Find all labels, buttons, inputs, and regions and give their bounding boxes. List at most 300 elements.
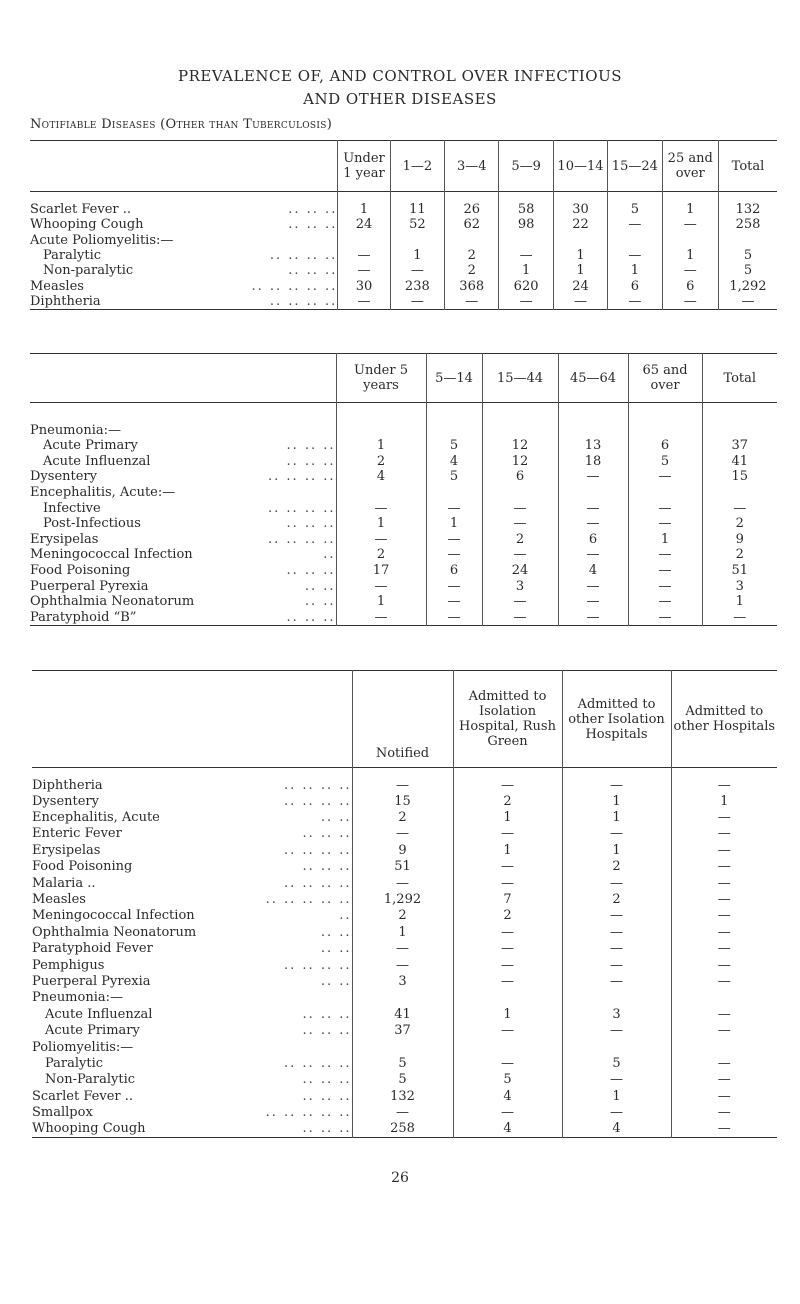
row-label: Diphtheria [32, 778, 103, 793]
value-cell: — [426, 610, 482, 626]
row-label: Food Poisoning [30, 563, 131, 579]
value-cell: — [352, 875, 453, 891]
column-header: Under 1 year [338, 141, 390, 192]
value-cell: — [390, 294, 444, 310]
value-cell: — [336, 532, 426, 548]
value-cell: — [562, 908, 671, 924]
leader-dots [305, 594, 336, 609]
table-row [32, 924, 777, 940]
value-cell: 5 [718, 263, 777, 278]
value-cell: 5 [562, 1055, 671, 1071]
table-row [30, 532, 777, 548]
value-cell: — [562, 941, 671, 957]
table-row [30, 516, 777, 532]
table-row [32, 1121, 777, 1137]
row-label-cell [30, 469, 336, 485]
value-cell: 258 [718, 217, 777, 232]
row-label-cell [32, 1039, 352, 1055]
row-label: Dysentery [32, 793, 99, 809]
value-cell: 3 [562, 1006, 671, 1022]
value-cell: 62 [445, 217, 499, 232]
column-header: Admitted to other Hospitals [671, 671, 777, 768]
value-cell: 1 [553, 248, 607, 263]
row-label: Measles [32, 892, 86, 908]
table-header-row [32, 671, 777, 768]
value-cell: 30 [338, 279, 390, 294]
row-label-cell [30, 610, 336, 626]
value-cell: — [558, 500, 628, 516]
value-cell [390, 232, 444, 247]
row-label-cell [32, 1022, 352, 1038]
leader-dots [302, 1007, 351, 1022]
row-label-cell [30, 547, 336, 563]
value-cell: 1 [662, 248, 718, 263]
row-label-cell [32, 1055, 352, 1071]
value-cell: — [562, 768, 671, 794]
row-label: Post-Infectious [43, 516, 141, 532]
row-label: Pneumonia:— [30, 423, 121, 438]
value-cell: 13 [558, 438, 628, 454]
column-header: 10—14 [553, 141, 607, 192]
value-cell: 1 [390, 248, 444, 263]
row-label: Non-paralytic [43, 263, 134, 279]
value-cell: 1 [562, 1088, 671, 1104]
table-row [32, 1022, 777, 1038]
leader-dots [302, 1121, 351, 1136]
column-header: 1—2 [390, 141, 444, 192]
table-header-row [30, 141, 777, 192]
value-cell: — [426, 594, 482, 610]
row-label: Puerperal Pyrexia [30, 578, 149, 594]
leader-dots [284, 794, 351, 809]
value-cell: 1 [453, 1006, 562, 1022]
column-header: 65 and over [628, 354, 702, 403]
value-cell [499, 232, 553, 247]
value-cell: — [453, 875, 562, 891]
value-cell: — [628, 594, 702, 610]
row-label: Smallpox [32, 1105, 93, 1121]
value-cell: — [671, 1104, 777, 1120]
leader-dots [251, 279, 337, 294]
table-row [30, 578, 777, 594]
row-label: Measles [30, 278, 84, 294]
value-cell: 24 [553, 279, 607, 294]
value-cell [336, 485, 426, 501]
table-row [30, 438, 777, 454]
row-label: Acute Influenzal [43, 453, 151, 469]
row-label-cell [32, 842, 352, 858]
leader-dots [270, 248, 337, 263]
table-row [30, 294, 777, 310]
row-label: Poliomyelitis:— [32, 1039, 134, 1055]
value-cell: 1,292 [718, 279, 777, 294]
table-row [30, 594, 777, 610]
value-cell: 1 [352, 924, 453, 940]
row-label-cell [30, 403, 336, 439]
leader-dots [286, 563, 335, 578]
value-cell: 6 [662, 279, 718, 294]
value-cell: — [562, 973, 671, 989]
value-cell: — [671, 891, 777, 907]
row-label: Paralytic [43, 247, 102, 263]
value-cell: 17 [336, 563, 426, 579]
row-label: Whooping Cough [30, 217, 144, 233]
value-cell: 2 [453, 908, 562, 924]
value-cell: 15 [702, 469, 777, 485]
row-label-cell [30, 532, 336, 548]
value-cell: 4 [558, 563, 628, 579]
value-cell: 132 [718, 192, 777, 218]
row-label-cell [32, 973, 352, 989]
value-cell: — [453, 1022, 562, 1038]
page-title-line-1: PREVALENCE OF, AND CONTROL OVER INFECTIOUS [177, 67, 622, 85]
value-cell: 2 [445, 248, 499, 263]
value-cell: — [553, 294, 607, 310]
value-cell [426, 485, 482, 501]
table-row [32, 1055, 777, 1071]
table-row [32, 768, 777, 794]
leader-dots [270, 294, 337, 309]
value-cell: 1 [426, 516, 482, 532]
value-cell: — [562, 875, 671, 891]
table-row [30, 610, 777, 626]
value-cell [662, 232, 718, 247]
table-row [32, 973, 777, 989]
leader-dots [268, 469, 335, 484]
value-cell: — [558, 469, 628, 485]
value-cell: — [558, 610, 628, 626]
value-cell: — [453, 941, 562, 957]
row-label-cell [32, 793, 352, 809]
value-cell: — [482, 516, 558, 532]
table-row [32, 1072, 777, 1088]
table-row [30, 454, 777, 470]
value-cell: 30 [553, 192, 607, 218]
value-cell: — [426, 578, 482, 594]
leader-dots [302, 826, 351, 841]
table-row [32, 1006, 777, 1022]
value-cell: 37 [702, 438, 777, 454]
value-cell: — [562, 826, 671, 842]
value-cell: — [352, 1104, 453, 1120]
value-cell: 5 [426, 438, 482, 454]
column-header: 45—64 [558, 354, 628, 403]
row-label-cell [32, 941, 352, 957]
value-cell: — [426, 532, 482, 548]
value-cell: 1,292 [352, 891, 453, 907]
value-cell: — [662, 294, 718, 310]
hospital-admissions-table [32, 670, 777, 1138]
table-header-row [30, 354, 777, 403]
table-row [30, 279, 777, 294]
value-cell: 4 [562, 1121, 671, 1137]
table-row [30, 563, 777, 579]
value-cell [558, 403, 628, 439]
leader-dots [321, 941, 352, 956]
value-cell: 1 [562, 842, 671, 858]
value-cell: — [628, 547, 702, 563]
value-cell: 37 [352, 1022, 453, 1038]
value-cell: 3 [702, 578, 777, 594]
value-cell: — [426, 500, 482, 516]
value-cell: — [628, 578, 702, 594]
value-cell: 2 [336, 454, 426, 470]
row-label: Food Poisoning [32, 859, 133, 875]
row-label-cell [32, 1006, 352, 1022]
column-header: Total [702, 354, 777, 403]
column-header: 25 and over [662, 141, 718, 192]
value-cell: — [671, 957, 777, 973]
value-cell: 6 [558, 532, 628, 548]
page-title-line-2: AND OTHER DISEASES [303, 90, 497, 108]
value-cell: 1 [562, 793, 671, 809]
value-cell: — [671, 842, 777, 858]
value-cell: — [671, 908, 777, 924]
value-cell: — [352, 826, 453, 842]
value-cell: 1 [336, 516, 426, 532]
value-cell: 2 [702, 516, 777, 532]
value-cell: — [702, 610, 777, 626]
value-cell: 1 [671, 793, 777, 809]
value-cell: — [671, 875, 777, 891]
value-cell: — [671, 924, 777, 940]
column-header: 5—9 [499, 141, 553, 192]
value-cell: 1 [702, 594, 777, 610]
row-label: Meningococcal Infection [32, 908, 195, 924]
leader-dots [302, 1023, 351, 1038]
leader-dots [286, 610, 335, 625]
row-label-cell [32, 768, 352, 794]
value-cell: 41 [352, 1006, 453, 1022]
value-cell: 9 [702, 532, 777, 548]
value-cell: — [336, 610, 426, 626]
value-cell: 6 [628, 438, 702, 454]
table-row [32, 793, 777, 809]
value-cell: — [608, 248, 662, 263]
value-cell: 2 [702, 547, 777, 563]
table-row [32, 908, 777, 924]
value-cell [702, 403, 777, 439]
leader-dots [321, 974, 352, 989]
value-cell: — [426, 547, 482, 563]
value-cell: — [558, 594, 628, 610]
value-cell: 12 [482, 454, 558, 470]
value-cell: 1 [662, 192, 718, 218]
row-label: Meningococcal Infection [30, 547, 193, 563]
column-header: 15—44 [482, 354, 558, 403]
value-cell [702, 485, 777, 501]
row-label-cell [30, 294, 338, 310]
value-cell [671, 990, 777, 1006]
value-cell: 4 [453, 1121, 562, 1137]
value-cell: — [453, 826, 562, 842]
row-label: Dysentery [30, 469, 97, 485]
column-header: Notified [352, 671, 453, 768]
value-cell [608, 232, 662, 247]
table-row [32, 842, 777, 858]
column-header: 15—24 [608, 141, 662, 192]
value-cell: 132 [352, 1088, 453, 1104]
value-cell [553, 232, 607, 247]
value-cell: 4 [426, 454, 482, 470]
row-label-cell [32, 908, 352, 924]
value-cell: — [453, 1104, 562, 1120]
row-label: Encephalitis, Acute [32, 810, 160, 826]
value-cell: 5 [628, 454, 702, 470]
value-cell: 2 [352, 809, 453, 825]
value-cell: — [336, 578, 426, 594]
notifiable-diseases-by-age-table [30, 140, 777, 310]
row-label-cell [30, 563, 336, 579]
value-cell: — [628, 469, 702, 485]
table-row [32, 891, 777, 907]
value-cell [482, 485, 558, 501]
value-cell: 1 [338, 192, 390, 218]
value-cell: 98 [499, 217, 553, 232]
value-cell: — [336, 500, 426, 516]
value-cell: — [608, 294, 662, 310]
row-label-cell [32, 1088, 352, 1104]
row-label: Acute Poliomyelitis:— [30, 232, 174, 248]
row-label-cell [32, 990, 352, 1006]
row-label-cell [32, 1072, 352, 1088]
value-cell: — [453, 973, 562, 989]
table-row [30, 547, 777, 563]
value-cell: — [671, 859, 777, 875]
table-row [32, 859, 777, 875]
value-cell: — [671, 1072, 777, 1088]
leader-dots [284, 843, 351, 858]
value-cell: 24 [338, 217, 390, 232]
value-cell [718, 232, 777, 247]
header-blank-cell [30, 141, 338, 192]
value-cell: — [628, 610, 702, 626]
leader-dots [286, 438, 335, 453]
value-cell: — [453, 1055, 562, 1071]
value-cell: — [338, 294, 390, 310]
value-cell [336, 403, 426, 439]
value-cell [453, 1039, 562, 1055]
value-cell: 4 [336, 469, 426, 485]
row-label-cell [32, 859, 352, 875]
column-header: 3—4 [445, 141, 499, 192]
row-label: Enteric Fever [32, 826, 122, 842]
row-label: Paralytic [45, 1055, 104, 1071]
row-label-cell [30, 232, 338, 247]
row-label: Ophthalmia Neonatorum [30, 594, 195, 610]
value-cell: 1 [453, 809, 562, 825]
value-cell: 5 [426, 469, 482, 485]
value-cell: 238 [390, 279, 444, 294]
value-cell: — [562, 924, 671, 940]
value-cell: 51 [352, 859, 453, 875]
leader-dots [286, 454, 335, 469]
leader-dots [288, 263, 337, 278]
value-cell: — [671, 941, 777, 957]
value-cell: 1 [608, 263, 662, 278]
row-label: Non-Paralytic [45, 1072, 136, 1088]
row-label: Pemphigus [32, 957, 105, 973]
value-cell: — [482, 547, 558, 563]
value-cell: 6 [608, 279, 662, 294]
table-row [32, 1088, 777, 1104]
row-label-cell [32, 809, 352, 825]
value-cell: 4 [453, 1088, 562, 1104]
table-row [32, 957, 777, 973]
column-header: 5—14 [426, 354, 482, 403]
row-label: Puerperal Pyrexia [32, 973, 151, 989]
header-blank-cell [30, 354, 336, 403]
value-cell: 1 [628, 532, 702, 548]
value-cell: 258 [352, 1121, 453, 1137]
row-label: Paratyphoid Fever [32, 941, 153, 957]
table-row [32, 875, 777, 891]
value-cell [352, 1039, 453, 1055]
row-label: Acute Primary [45, 1023, 140, 1039]
table-row [30, 500, 777, 516]
value-cell: — [338, 248, 390, 263]
value-cell: — [671, 768, 777, 794]
row-label: Paratyphoid “B” [30, 609, 137, 625]
leader-dots [339, 908, 351, 923]
value-cell: — [499, 294, 553, 310]
value-cell [562, 1039, 671, 1055]
value-cell: 1 [453, 842, 562, 858]
value-cell [352, 990, 453, 1006]
table-row [30, 217, 777, 232]
value-cell: 18 [558, 454, 628, 470]
value-cell: — [558, 578, 628, 594]
value-cell: 11 [390, 192, 444, 218]
value-cell: 2 [453, 793, 562, 809]
column-header: Admitted to other Isolation Hospitals [562, 671, 671, 768]
row-label-cell [32, 826, 352, 842]
section-subtitle: Notifiable Diseases (Other than Tuberculosis) [30, 117, 333, 132]
leader-dots [284, 876, 351, 891]
value-cell: — [671, 973, 777, 989]
row-label-cell [30, 279, 338, 294]
value-cell: 2 [352, 908, 453, 924]
value-cell: — [453, 924, 562, 940]
leader-dots [284, 958, 351, 973]
value-cell: — [352, 957, 453, 973]
row-label: Acute Influenzal [45, 1006, 153, 1022]
value-cell: 1 [553, 263, 607, 278]
value-cell: — [499, 248, 553, 263]
row-label-cell [32, 1104, 352, 1120]
table-row [32, 809, 777, 825]
value-cell: — [352, 941, 453, 957]
value-cell: 2 [336, 547, 426, 563]
row-label-cell [32, 924, 352, 940]
value-cell: — [562, 1072, 671, 1088]
value-cell: 12 [482, 438, 558, 454]
row-label-cell [30, 438, 336, 454]
leader-dots [286, 516, 335, 531]
page-number: 26 [391, 1170, 409, 1186]
value-cell: 3 [352, 973, 453, 989]
row-label-cell [30, 248, 338, 263]
value-cell: — [482, 610, 558, 626]
row-label: Erysipelas [32, 842, 101, 858]
value-cell: 26 [445, 192, 499, 218]
table-row [32, 1039, 777, 1055]
value-cell: 52 [390, 217, 444, 232]
table-row [32, 990, 777, 1006]
value-cell: 3 [482, 578, 558, 594]
value-cell: — [453, 957, 562, 973]
value-cell [338, 232, 390, 247]
